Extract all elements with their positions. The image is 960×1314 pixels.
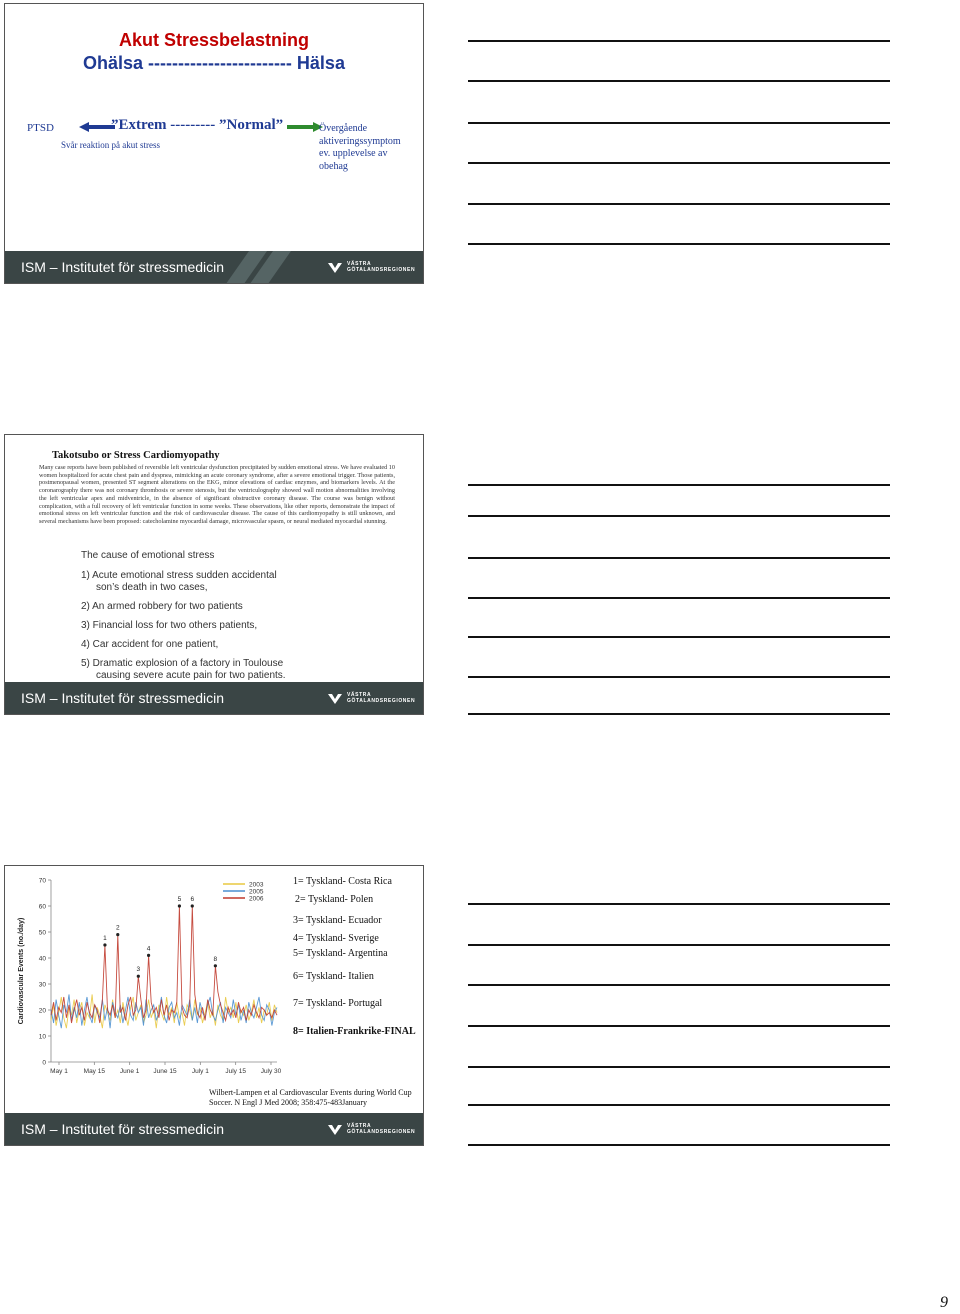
note-line	[468, 122, 890, 124]
legend-label: 2003	[249, 881, 264, 889]
footer-text: ISM – Institutet för stressmedicin	[21, 690, 225, 706]
x-tick-label: June 15	[153, 1068, 177, 1075]
match-item: 2= Tyskland- Polen	[295, 894, 374, 905]
x-tick-label: May 15	[83, 1068, 105, 1075]
vgr-logo	[327, 1122, 415, 1136]
match-item: 4= Tyskland- Sverige	[293, 933, 379, 944]
right-text-line: ev. upplevelse av	[319, 148, 388, 159]
note-line	[468, 203, 890, 205]
annotation-label-3: 3	[136, 966, 141, 974]
annotation-label-6: 6	[190, 896, 195, 903]
vgr-logo-icon	[327, 260, 343, 274]
y-tick-label: 0	[42, 1059, 46, 1067]
list-item: 1) Acute emotional stress sudden accidental son’s death in two cases,	[81, 570, 277, 593]
page-number: 9	[940, 1294, 948, 1311]
logo-line: VÄSTRA	[347, 1123, 372, 1129]
list-item: 4) Car accident for one patient,	[81, 639, 219, 650]
y-tick-label: 60	[38, 903, 46, 911]
logo-line: VÄSTRA	[347, 261, 372, 267]
article-body: Many case reports have been published of reversible left ventricular dysfunction precipitated by sudden emotional stress. We have evaluated 10 women hospitalized for acute chest pain and dyspnea, mimicking an acute coronary syndrome, after a severe emotional trigger. Those patients, postmenopausal women, presented ST segment alterations on the EKG, minor elevations of cardiac enzymes, and biomarkers levels. At the coronarography there was not coronary thrombosis or severe stenosis, but the ventriculography showed wall motion abnormalities involving the left ventricular apex and midventricle, in the absence of significant obstructive coronary disease. The course was benign without complication, with a full recovery of left ventricular function in some weeks. These observations, like other reports, demonstrate the impact of emotional stress on left ventricular function and the risk of cardiovascular disease. The cause of this cardiomyopathy is still unknown, and several mechanisms have been proposed: catecholamine myocardial damage, microvascular spasm, or neural mediated myocardial stunning.	[39, 464, 395, 525]
note-line	[468, 597, 890, 599]
svar-reaktion-label: Svår reaktion på akut stress	[61, 140, 160, 150]
match-item: 8= Italien-Frankrike-FINAL	[293, 1026, 416, 1037]
note-line	[468, 636, 890, 638]
cause-heading: The cause of emotional stress	[81, 550, 215, 561]
annotation-point-1	[103, 943, 106, 946]
y-tick-label: 70	[38, 877, 46, 885]
match-item: 3= Tyskland- Ecuador	[293, 915, 382, 926]
slide-subtitle: Ohälsa ------------------------ Hälsa	[83, 53, 345, 73]
note-line	[468, 515, 890, 517]
match-item: 1= Tyskland- Costa Rica	[293, 876, 392, 887]
slide-footer	[5, 682, 423, 714]
annotation-point-6	[191, 904, 194, 907]
y-tick-label: 10	[38, 1033, 46, 1041]
citation: Wilbert-Lampen et al Cardiovascular Events during World Cup Soccer. N Engl J Med 2008; 358:475-483January	[209, 1088, 412, 1107]
slide-footer	[5, 251, 423, 283]
note-line	[468, 1104, 890, 1106]
arrow-right-icon	[287, 121, 323, 133]
annotation-label-2: 2	[115, 924, 120, 932]
annotation-label-1: 1	[103, 935, 107, 942]
match-item: 7= Tyskland- Portugal	[293, 998, 383, 1009]
logo-line: VÄSTRA	[347, 692, 372, 698]
right-description	[319, 123, 401, 173]
slide-footer	[5, 1113, 423, 1145]
logo-line: GÖTALANDSREGIONEN	[347, 1129, 416, 1135]
y-tick-label: 20	[38, 1007, 46, 1015]
logo-line: GÖTALANDSREGIONEN	[347, 267, 416, 273]
vgr-logo-icon	[327, 1122, 343, 1136]
logo-line: GÖTALANDSREGIONEN	[347, 698, 416, 704]
vgr-logo-icon	[327, 691, 343, 705]
vgr-logo	[327, 691, 415, 705]
note-line	[468, 713, 890, 715]
y-tick-label: 30	[38, 981, 46, 989]
y-axis-label: Cardiovascular Events (no./day)	[18, 917, 25, 1025]
annotation-point-5	[178, 904, 181, 907]
right-text-line: obehag	[319, 160, 348, 172]
match-item: 6= Tyskland- Italien	[293, 971, 374, 982]
vgr-logo	[327, 260, 415, 274]
x-tick-label: June 1	[119, 1068, 140, 1075]
annotation-point-8	[214, 964, 217, 967]
annotation-label-8: 8	[213, 955, 218, 963]
cardiovascular-events-chart	[5, 866, 290, 1084]
slide-akut-stressbelastning	[4, 3, 424, 284]
note-line	[468, 162, 890, 164]
list-item: 2) An armed robbery for two patients	[81, 601, 243, 612]
slide-title: Akut Stressbelastning	[118, 30, 310, 50]
x-tick-label: July 1	[191, 1068, 209, 1075]
note-line	[468, 676, 890, 678]
slide-world-cup-chart	[4, 865, 424, 1146]
note-line	[468, 984, 890, 986]
annotation-label-5: 5	[177, 896, 182, 903]
footer-text: ISM – Institutet för stressmedicin	[21, 1121, 225, 1137]
note-line	[468, 1144, 890, 1146]
note-line	[468, 1066, 890, 1068]
footer-text: ISM – Institutet för stressmedicin	[21, 259, 225, 275]
extrem-normal-scale: ”Extrem --------- ”Normal”	[111, 117, 284, 133]
y-tick-label: 50	[38, 929, 46, 937]
legend-label: 2005	[249, 888, 264, 896]
note-line	[468, 903, 890, 905]
list-item: 3) Financial loss for two others patients,	[81, 620, 258, 631]
annotation-label-4: 4	[146, 945, 151, 953]
x-tick-label: May 1	[50, 1068, 68, 1075]
legend-label: 2006	[249, 895, 264, 903]
cause-list	[81, 570, 295, 682]
list-item: 5) Dramatic explosion of a factory in Toulouse causing severe acute pain for two patients.	[81, 658, 286, 681]
y-tick-label: 40	[38, 955, 46, 963]
note-line	[468, 80, 890, 82]
annotation-point-4	[147, 954, 150, 957]
note-line	[468, 243, 890, 245]
right-text-line: aktiveringssymptom	[319, 135, 401, 147]
slide-takotsubo	[4, 434, 424, 715]
ptsd-label: PTSD	[27, 122, 54, 134]
note-line	[468, 484, 890, 486]
note-line	[468, 1025, 890, 1027]
annotation-point-3	[137, 975, 140, 978]
note-line	[468, 557, 890, 559]
x-tick-label: July 15	[225, 1068, 246, 1075]
right-text-line: Övergående	[319, 123, 368, 134]
x-tick-label: July 30	[260, 1068, 282, 1075]
note-line	[468, 40, 890, 42]
article-title: Takotsubo or Stress Cardiomyopathy	[52, 450, 220, 461]
match-item: 5= Tyskland- Argentina	[293, 948, 388, 959]
annotation-point-2	[116, 933, 119, 936]
note-line	[468, 944, 890, 946]
arrow-left-icon	[79, 121, 115, 133]
